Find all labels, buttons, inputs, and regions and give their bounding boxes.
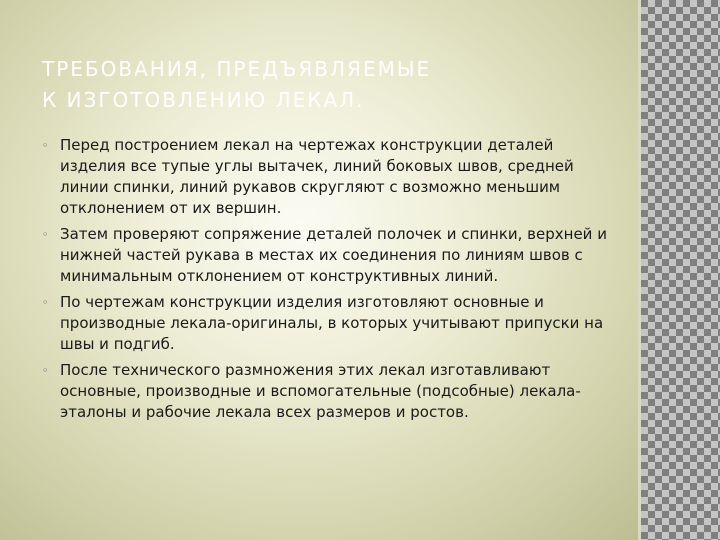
slide-title bbox=[42, 54, 612, 116]
bullet-item bbox=[42, 360, 622, 423]
bullet-marker-icon: ◦ bbox=[42, 364, 49, 377]
bullet-list bbox=[42, 135, 622, 428]
slide-title-line1: ТРЕБОВАНИЯ, ПРЕДЪЯВЛЯЕМЫЕ bbox=[42, 57, 432, 81]
bullet-marker-icon: ◦ bbox=[42, 228, 49, 241]
bullet-marker-icon: ◦ bbox=[42, 139, 49, 152]
bullet-marker-icon: ◦ bbox=[42, 296, 49, 309]
bullet-item bbox=[42, 135, 622, 219]
bullet-text: По чертежам конструкции изделия изготовляют основные и производные лекала-оригиналы, в которых учитывают припуски на швы и подгиб. bbox=[60, 293, 604, 353]
decorative-pattern-strip bbox=[641, 0, 720, 540]
slide-title-line2: К ИЗГОТОВЛЕНИЮ ЛЕКАЛ. bbox=[42, 88, 365, 112]
bullet-text: Затем проверяют сопряжение деталей полочек и спинки, верхней и нижней частей рукава в местах их соединения по линиям швов с минимальным отклонением от конструктивных линий. bbox=[60, 225, 607, 285]
bullet-item bbox=[42, 224, 622, 287]
bullet-text: Перед построением лекал на чертежах конструкции деталей изделия все тупые углы вытачек, линий боковых швов, средней линии спинки, линий рукавов скругляют с возможно меньшим отклонением от их вершин. bbox=[60, 136, 574, 217]
bullet-text: После технического размножения этих лекал изготавливают основные, производные и вспомогательные (подсобные) лекала-эталоны и рабочие лекала всех размеров и ростов. bbox=[60, 361, 581, 421]
bullet-item bbox=[42, 292, 622, 355]
